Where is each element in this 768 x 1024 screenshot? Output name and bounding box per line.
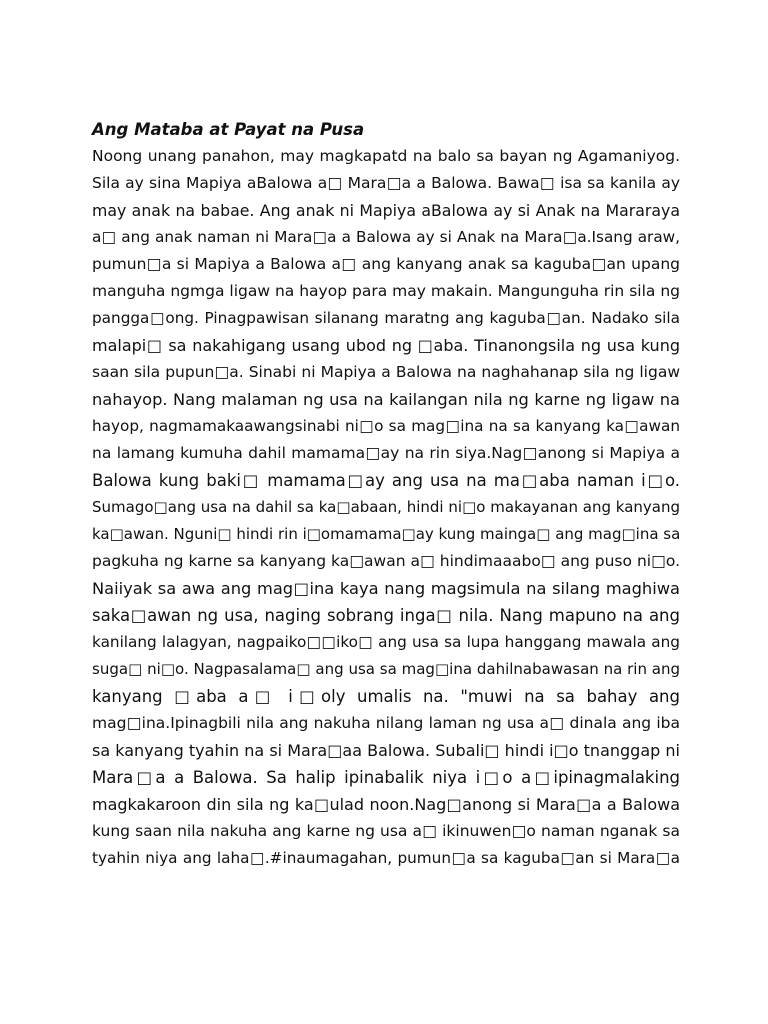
text-line: saka□awan ng usa, naging sobrang inga□ nila. Nang mapuno na ang	[92, 606, 680, 625]
text-line: mag□ina.Ipinagbili nila ang nakuha nilang laman ng usa a□ dinala ang iba	[92, 714, 680, 732]
text-line: kanyang □aba a□ i□oly umalis na. "muwi na sa bahay ang	[92, 687, 680, 706]
text-line: saan sila pupun□a. Sinabi ni Mapiya a Balowa na naghahanap sila ng ligaw	[92, 363, 680, 381]
text-line: a□ ang anak naman ni Mara□a a Balowa ay si Anak na Mara□a.Isang araw,	[92, 228, 680, 246]
text-line: Naiiyak sa awa ang mag□ina kaya nang magsimula na silang maghiwa	[92, 579, 680, 598]
text-line: magkakaroon din sila ng ka□ulad noon.Nag□anong si Mara□a a Balowa	[92, 795, 680, 814]
text-line: Balowa kung baki□ mamama□ay ang usa na ma□aba naman i□o.	[92, 471, 680, 490]
text-line: pangga□ong. Pinagpawisan silanang maratng ang kaguba□an. Nadako sila	[92, 309, 680, 327]
text-line: may anak na babae. Ang anak ni Mapiya aBalowa ay si Anak na Mararaya	[92, 201, 680, 220]
text-line: hayop, nagmamakaawangsinabi ni□o sa mag□ina na sa kanyang ka□awan	[92, 417, 680, 435]
document-body	[92, 116, 680, 872]
paragraph	[92, 143, 680, 872]
text-line: Sila ay sina Mapiya aBalowa a□ Mara□a a Balowa. Bawa□ isa sa kanila ay	[92, 174, 680, 192]
text-line: Mara□a a Balowa. Sa halip ipinabalik niya i□o a□ipinagmalaking	[92, 768, 680, 787]
text-line: manguha ngmga ligaw na hayop para may makain. Mangunguha rin sila ng	[92, 282, 680, 300]
text-line: pagkuha ng karne sa kanyang ka□awan a□ hindimaaabo□ ang puso ni□o.	[92, 552, 680, 570]
text-line: malapi□ sa nakahigang usang ubod ng □aba. Tinanongsila ng usa kung	[92, 336, 680, 355]
text-line: tyahin niya ang laha□.#inaumagahan, pumun□a sa kaguba□an si Mara□a	[92, 849, 680, 867]
text-line: ka□awan. Nguni□ hindi rin i□omamama□ay kung mainga□ ang mag□ina sa	[92, 525, 680, 543]
text-line: sa kanyang tyahin na si Mara□aa Balowa. Subali□ hindi i□o tnanggap ni	[92, 741, 680, 760]
text-line: kung saan nila nakuha ang karne ng usa a□ ikinuwen□o naman nganak sa	[92, 822, 680, 840]
text-line: Sumago□ang usa na dahil sa ka□abaan, hindi ni□o makayanan ang kanyang	[92, 498, 680, 516]
text-line: nahayop. Nang malaman ng usa na kailangan nila ng karne ng ligaw na	[92, 390, 680, 409]
document-title: Ang Mataba at Payat na Pusa	[92, 120, 365, 139]
text-line: na lamang kumuha dahil mamama□ay na rin siya.Nag□anong si Mapiya a	[92, 444, 680, 462]
text-line: kanilang lalagyan, nagpaiko□□iko□ ang usa sa lupa hanggang mawala ang	[92, 633, 680, 651]
text-line: suga□ ni□o. Nagpasalama□ ang usa sa mag□ina dahilnabawasan na rin ang	[92, 660, 680, 678]
text-line: Noong unang panahon, may magkapatd na balo sa bayan ng Agamaniyog.	[92, 147, 680, 165]
text-line: pumun□a si Mapiya a Balowa a□ ang kanyang anak sa kaguba□an upang	[92, 255, 680, 273]
